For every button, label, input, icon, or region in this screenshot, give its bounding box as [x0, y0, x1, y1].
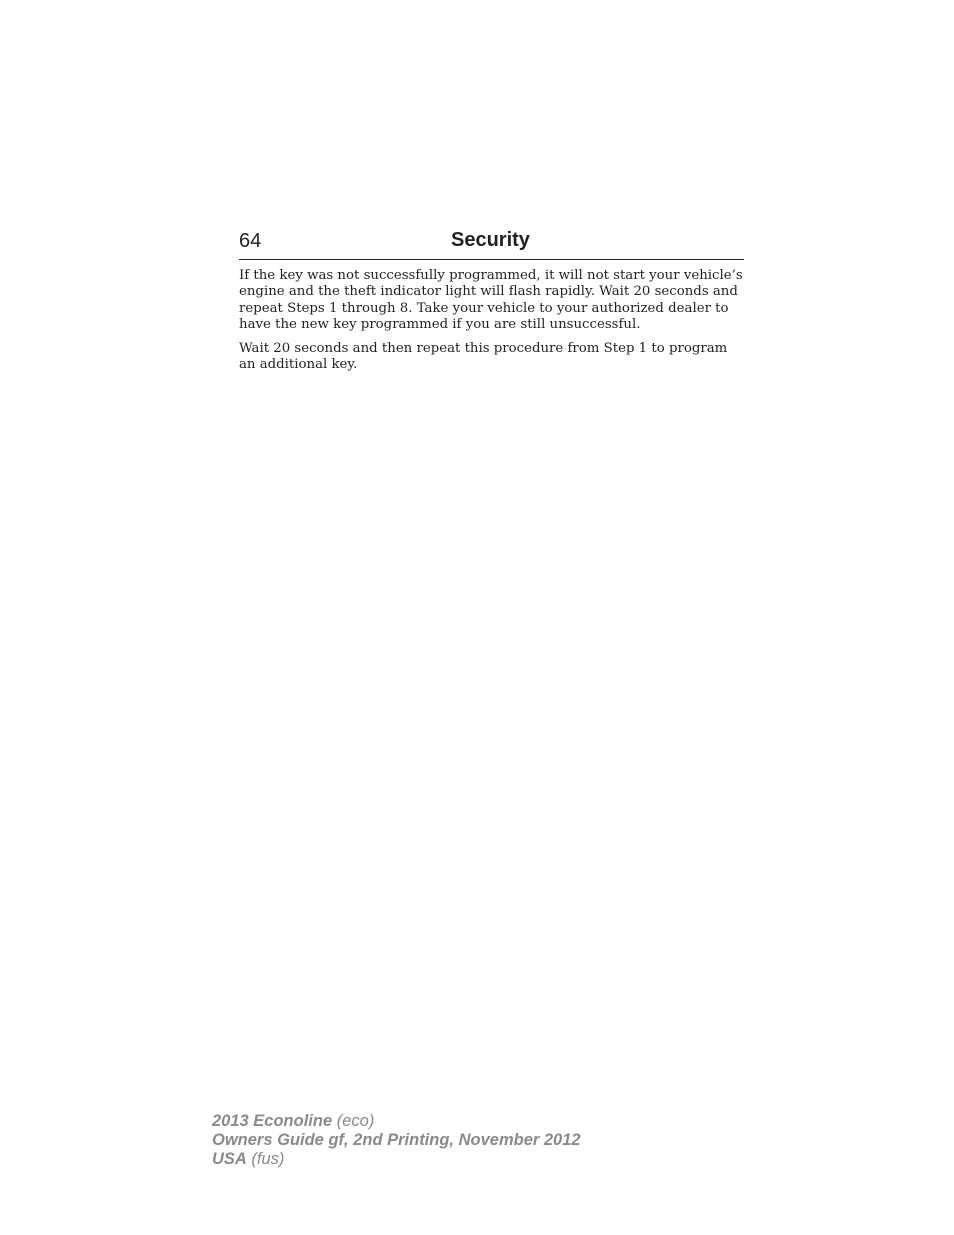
footer-line-model	[212, 1112, 581, 1131]
section-title: Security	[451, 229, 530, 251]
footer-line-printing	[212, 1131, 581, 1150]
footer-model-code: (eco)	[332, 1112, 375, 1130]
paragraph-additional-key: Wait 20 seconds and then repeat this procedure from Step 1 to program an additional key.	[239, 340, 728, 373]
paragraph-key-not-programmed: If the key was not successfully programmed, it will not start your vehicle’s engine and the theft indicator light will flash rapidly. Wait 20 seconds and repeat Steps 1 through 8. Take your vehicle to your authorized dealer to have the new key programmed if you are still unsuccessful.	[239, 268, 743, 333]
footer-market-name: USA	[212, 1150, 247, 1168]
footer-model-name: 2013 Econoline	[212, 1112, 333, 1130]
footer-line-market	[212, 1150, 581, 1169]
body-text	[239, 268, 744, 380]
page-number: 64	[239, 230, 262, 252]
footer-market-code: (fus)	[246, 1150, 285, 1168]
page-footer	[212, 1112, 581, 1169]
footer-printing-info: Owners Guide gf, 2nd Printing, November 2012	[212, 1131, 581, 1149]
page-header	[239, 229, 744, 260]
